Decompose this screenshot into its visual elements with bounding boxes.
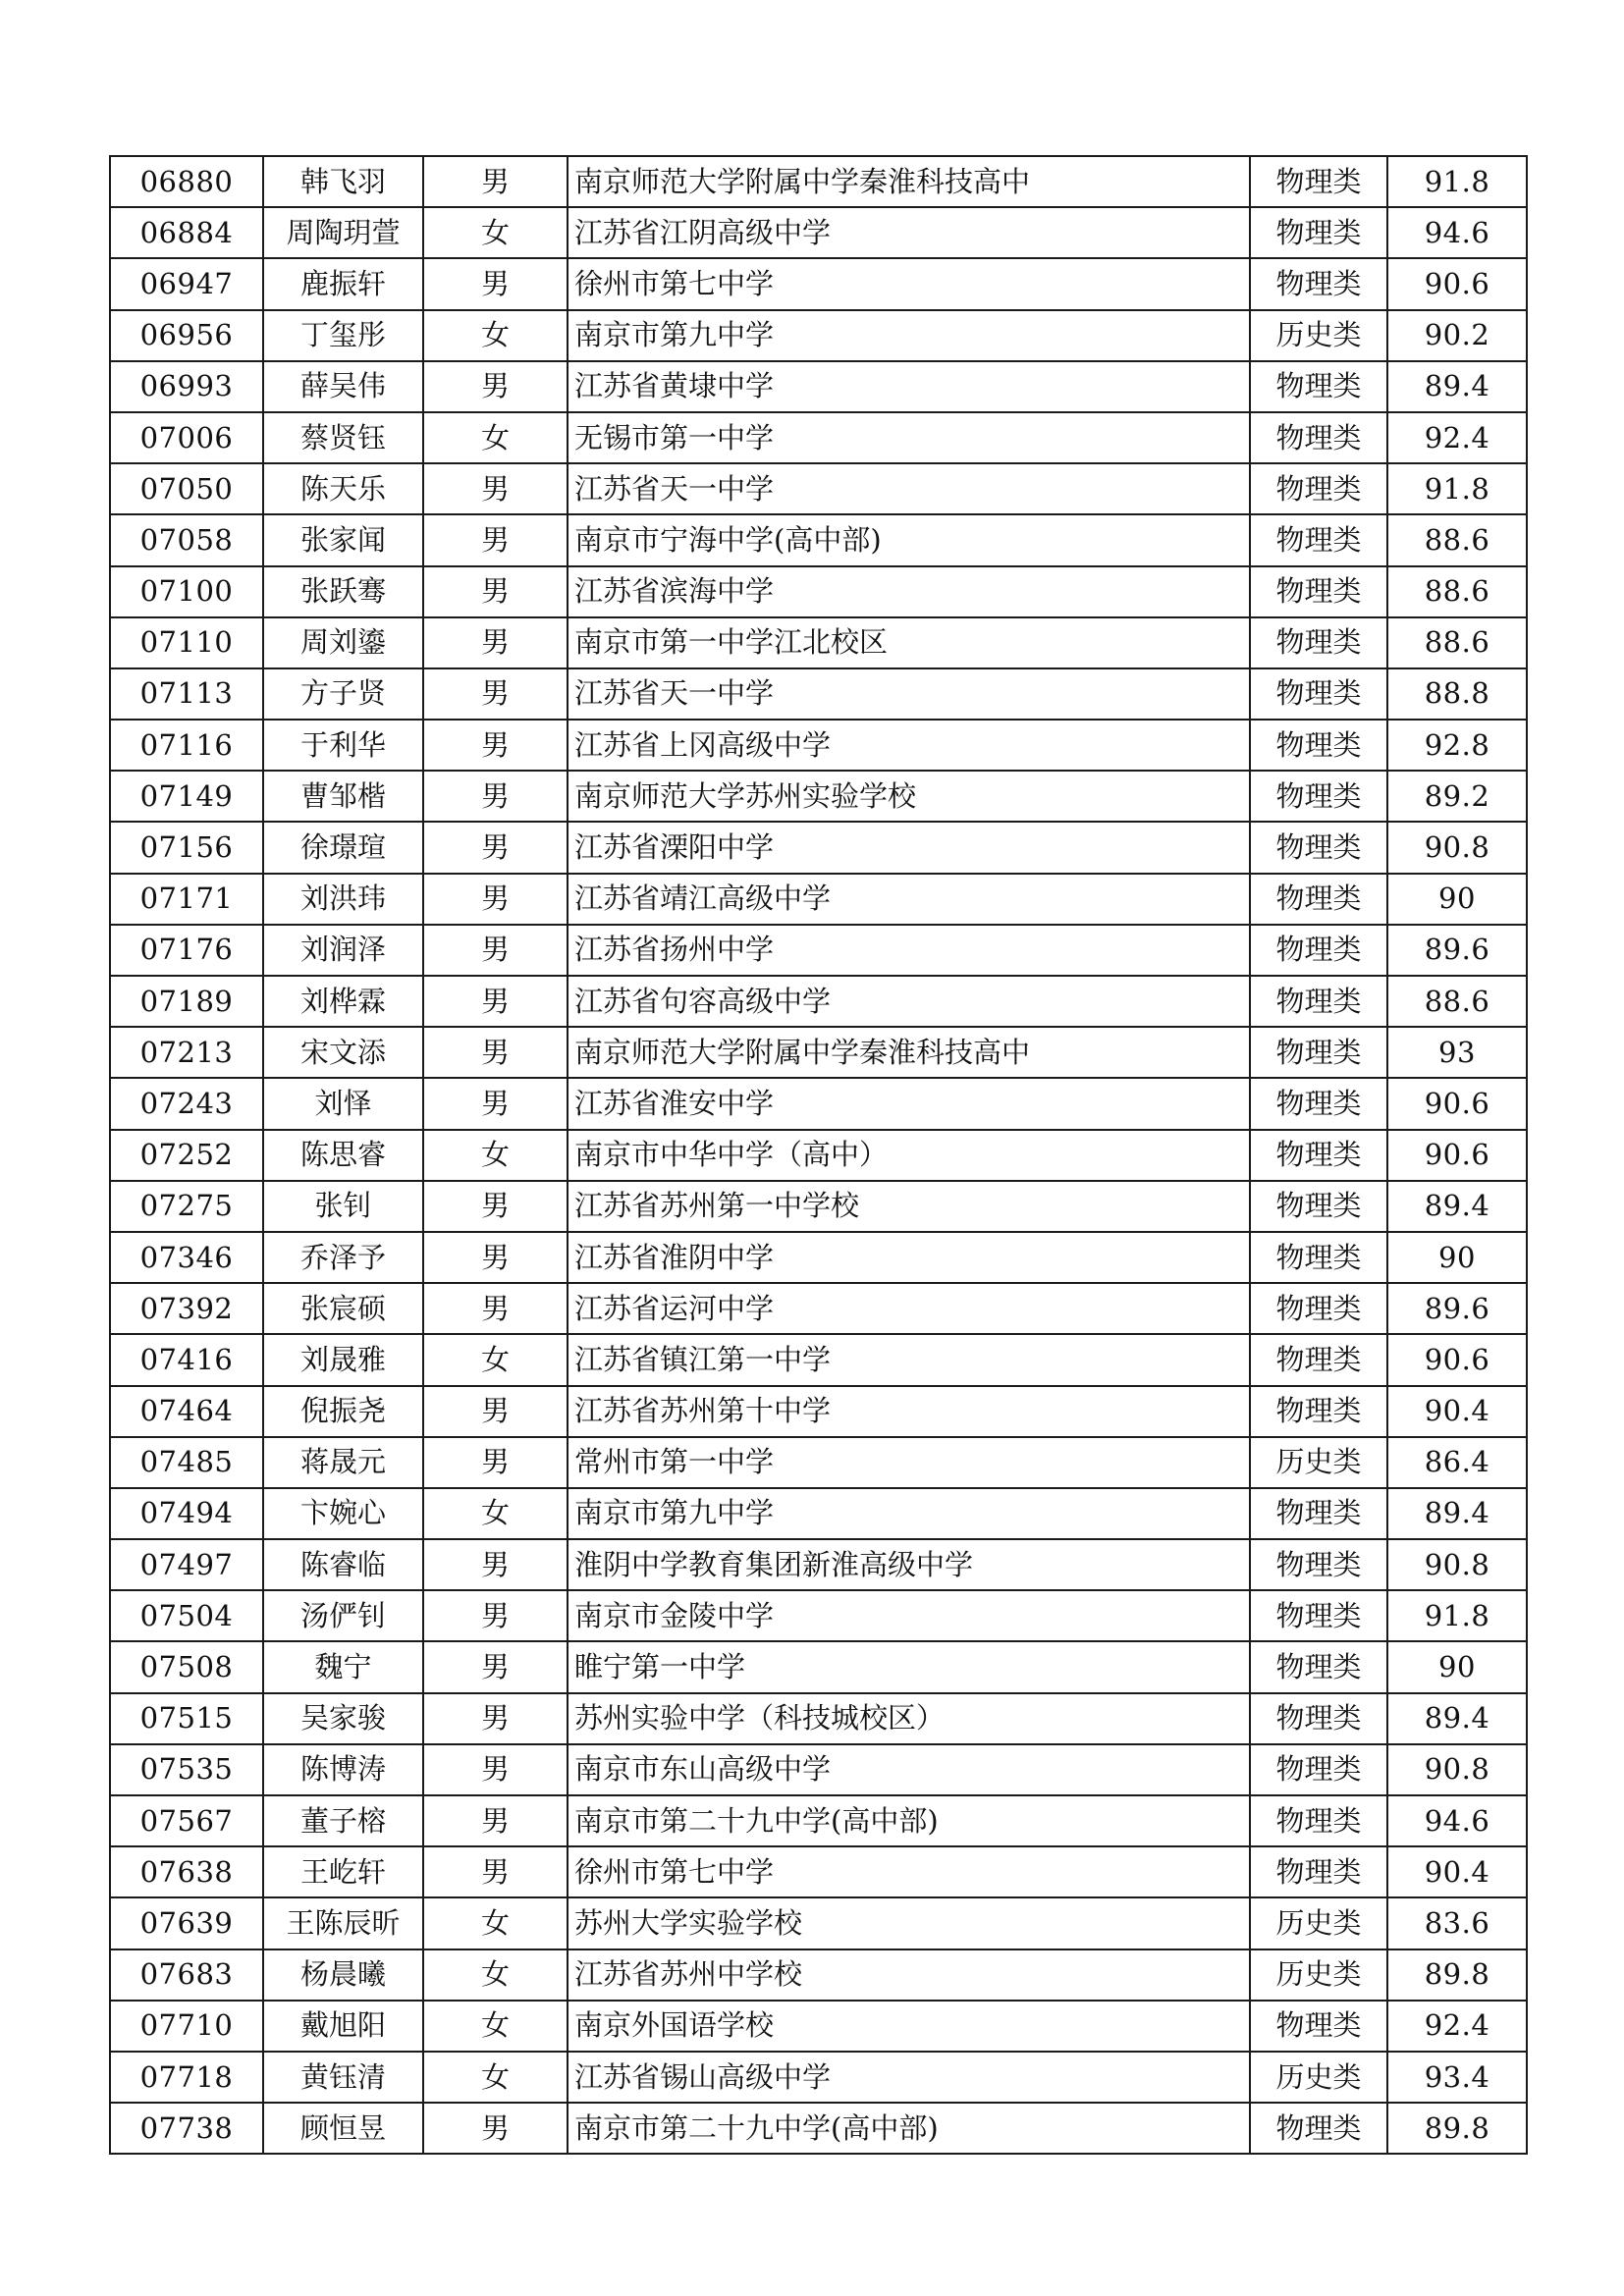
student-name-cell: 张宸硕	[263, 1283, 423, 1334]
score-cell: 86.4	[1387, 1437, 1527, 1488]
score-cell: 93.4	[1387, 2052, 1527, 2103]
score-cell: 88.6	[1387, 514, 1527, 565]
table-row	[110, 1744, 1527, 1795]
school-cell: 江苏省苏州第十中学	[568, 1386, 1250, 1437]
table-row	[110, 1846, 1527, 1897]
student-name-cell: 周刘鎏	[263, 617, 423, 668]
student-name-cell: 陈思睿	[263, 1130, 423, 1181]
gender-cell: 男	[423, 1027, 568, 1078]
gender-cell: 男	[423, 566, 568, 617]
table-row	[110, 463, 1527, 514]
school-cell: 江苏省运河中学	[568, 1283, 1250, 1334]
school-cell: 江苏省苏州中学校	[568, 1949, 1250, 2001]
score-cell: 90.6	[1387, 258, 1527, 309]
category-cell: 物理类	[1250, 1232, 1387, 1283]
gender-cell: 男	[423, 463, 568, 514]
gender-cell: 男	[423, 1693, 568, 1744]
table-row	[110, 1949, 1527, 2001]
category-cell: 历史类	[1250, 1897, 1387, 1949]
student-id-cell: 07189	[110, 976, 263, 1027]
gender-cell: 男	[423, 1590, 568, 1641]
student-id-cell: 07116	[110, 720, 263, 771]
student-name-cell: 刘怿	[263, 1078, 423, 1129]
student-name-cell: 刘润泽	[263, 925, 423, 976]
gender-cell: 女	[423, 1334, 568, 1385]
score-cell: 89.4	[1387, 1693, 1527, 1744]
student-id-cell: 07515	[110, 1693, 263, 1744]
table-row	[110, 1590, 1527, 1641]
gender-cell: 男	[423, 1181, 568, 1232]
gender-cell: 女	[423, 412, 568, 463]
gender-cell: 男	[423, 258, 568, 309]
category-cell: 物理类	[1250, 361, 1387, 412]
table-row	[110, 874, 1527, 925]
student-name-cell: 顾恒昱	[263, 2103, 423, 2154]
table-row	[110, 258, 1527, 309]
score-cell: 92.4	[1387, 412, 1527, 463]
table-row	[110, 1283, 1527, 1334]
student-id-cell: 07100	[110, 566, 263, 617]
student-id-cell: 07058	[110, 514, 263, 565]
student-name-cell: 王屹轩	[263, 1846, 423, 1897]
gender-cell: 男	[423, 771, 568, 822]
student-name-cell: 王陈辰昕	[263, 1897, 423, 1949]
category-cell: 物理类	[1250, 207, 1387, 258]
student-id-cell: 07156	[110, 822, 263, 873]
student-name-cell: 方子贤	[263, 668, 423, 720]
score-cell: 89.4	[1387, 361, 1527, 412]
score-cell: 92.4	[1387, 2001, 1527, 2052]
school-cell: 南京师范大学附属中学秦淮科技高中	[568, 156, 1250, 207]
student-id-cell: 06884	[110, 207, 263, 258]
category-cell: 历史类	[1250, 310, 1387, 361]
student-name-cell: 曹邹楷	[263, 771, 423, 822]
category-cell: 物理类	[1250, 1795, 1387, 1846]
school-cell: 南京市第一中学江北校区	[568, 617, 1250, 668]
score-cell: 89.6	[1387, 1283, 1527, 1334]
category-cell: 物理类	[1250, 1181, 1387, 1232]
table-row	[110, 617, 1527, 668]
score-cell: 89.4	[1387, 1181, 1527, 1232]
score-cell: 94.6	[1387, 1795, 1527, 1846]
student-name-cell: 张跃骞	[263, 566, 423, 617]
student-name-cell: 蔡贤钰	[263, 412, 423, 463]
school-cell: 江苏省上冈高级中学	[568, 720, 1250, 771]
school-cell: 徐州市第七中学	[568, 258, 1250, 309]
student-name-cell: 鹿振轩	[263, 258, 423, 309]
school-cell: 无锡市第一中学	[568, 412, 1250, 463]
table-row	[110, 1334, 1527, 1385]
gender-cell: 男	[423, 617, 568, 668]
category-cell: 历史类	[1250, 2052, 1387, 2103]
gender-cell: 男	[423, 668, 568, 720]
category-cell: 历史类	[1250, 1949, 1387, 2001]
score-cell: 90.8	[1387, 1539, 1527, 1590]
score-cell: 89.2	[1387, 771, 1527, 822]
score-cell: 90	[1387, 1232, 1527, 1283]
student-name-cell: 倪振尧	[263, 1386, 423, 1437]
gender-cell: 男	[423, 2103, 568, 2154]
score-cell: 89.4	[1387, 1488, 1527, 1539]
student-id-cell: 07113	[110, 668, 263, 720]
student-id-cell: 06880	[110, 156, 263, 207]
score-cell: 90.6	[1387, 1078, 1527, 1129]
category-cell: 物理类	[1250, 2103, 1387, 2154]
gender-cell: 男	[423, 822, 568, 873]
school-cell: 南京市第二十九中学(高中部)	[568, 1795, 1250, 1846]
gender-cell: 男	[423, 1641, 568, 1692]
score-cell: 91.8	[1387, 1590, 1527, 1641]
score-cell: 90.2	[1387, 310, 1527, 361]
table-row	[110, 976, 1527, 1027]
gender-cell: 男	[423, 874, 568, 925]
student-name-cell: 戴旭阳	[263, 2001, 423, 2052]
category-cell: 物理类	[1250, 258, 1387, 309]
table-row	[110, 2052, 1527, 2103]
gender-cell: 男	[423, 1539, 568, 1590]
table-row	[110, 514, 1527, 565]
student-id-cell: 07485	[110, 1437, 263, 1488]
category-cell: 物理类	[1250, 1488, 1387, 1539]
score-cell: 90	[1387, 874, 1527, 925]
score-cell: 88.8	[1387, 668, 1527, 720]
gender-cell: 男	[423, 361, 568, 412]
student-id-cell: 07639	[110, 1897, 263, 1949]
score-cell: 90.6	[1387, 1334, 1527, 1385]
student-name-cell: 杨晨曦	[263, 1949, 423, 2001]
gender-cell: 男	[423, 156, 568, 207]
score-cell: 93	[1387, 1027, 1527, 1078]
table-row	[110, 1795, 1527, 1846]
student-id-cell: 07504	[110, 1590, 263, 1641]
school-cell: 南京师范大学苏州实验学校	[568, 771, 1250, 822]
school-cell: 南京市金陵中学	[568, 1590, 1250, 1641]
category-cell: 物理类	[1250, 1334, 1387, 1385]
school-cell: 南京师范大学附属中学秦淮科技高中	[568, 1027, 1250, 1078]
school-cell: 淮阴中学教育集团新淮高级中学	[568, 1539, 1250, 1590]
gender-cell: 女	[423, 2052, 568, 2103]
school-cell: 江苏省镇江第一中学	[568, 1334, 1250, 1385]
student-id-cell: 07567	[110, 1795, 263, 1846]
table-row	[110, 2103, 1527, 2154]
category-cell: 物理类	[1250, 1641, 1387, 1692]
category-cell: 物理类	[1250, 822, 1387, 873]
category-cell: 物理类	[1250, 617, 1387, 668]
school-cell: 江苏省天一中学	[568, 668, 1250, 720]
student-id-cell: 07213	[110, 1027, 263, 1078]
student-name-cell: 陈睿临	[263, 1539, 423, 1590]
student-id-cell: 07252	[110, 1130, 263, 1181]
student-id-cell: 07638	[110, 1846, 263, 1897]
student-id-cell: 07738	[110, 2103, 263, 2154]
category-cell: 物理类	[1250, 720, 1387, 771]
score-cell: 90.6	[1387, 1130, 1527, 1181]
score-cell: 92.8	[1387, 720, 1527, 771]
student-id-cell: 06993	[110, 361, 263, 412]
table-row	[110, 1539, 1527, 1590]
category-cell: 物理类	[1250, 925, 1387, 976]
school-cell: 南京市第二十九中学(高中部)	[568, 2103, 1250, 2154]
category-cell: 物理类	[1250, 2001, 1387, 2052]
school-cell: 睢宁第一中学	[568, 1641, 1250, 1692]
student-name-cell: 黄钰清	[263, 2052, 423, 2103]
category-cell: 物理类	[1250, 1744, 1387, 1795]
school-cell: 南京市中华中学（高中）	[568, 1130, 1250, 1181]
school-cell: 苏州大学实验学校	[568, 1897, 1250, 1949]
gender-cell: 男	[423, 976, 568, 1027]
table-row	[110, 1641, 1527, 1692]
student-id-cell: 07392	[110, 1283, 263, 1334]
student-name-cell: 刘桦霖	[263, 976, 423, 1027]
school-cell: 南京市第九中学	[568, 310, 1250, 361]
category-cell: 物理类	[1250, 976, 1387, 1027]
student-id-cell: 07718	[110, 2052, 263, 2103]
student-name-cell: 徐璟瑄	[263, 822, 423, 873]
school-cell: 江苏省黄埭中学	[568, 361, 1250, 412]
student-name-cell: 张家闻	[263, 514, 423, 565]
category-cell: 物理类	[1250, 874, 1387, 925]
category-cell: 物理类	[1250, 1590, 1387, 1641]
table-row	[110, 1488, 1527, 1539]
table-row	[110, 2001, 1527, 2052]
school-cell: 常州市第一中学	[568, 1437, 1250, 1488]
category-cell: 物理类	[1250, 771, 1387, 822]
table-row	[110, 207, 1527, 258]
school-cell: 南京外国语学校	[568, 2001, 1250, 2052]
table-row	[110, 1130, 1527, 1181]
category-cell: 物理类	[1250, 514, 1387, 565]
score-cell: 90.8	[1387, 822, 1527, 873]
school-cell: 苏州实验中学（科技城校区）	[568, 1693, 1250, 1744]
student-name-cell: 汤俨钊	[263, 1590, 423, 1641]
student-roster-table	[109, 155, 1528, 2155]
table-row	[110, 412, 1527, 463]
student-id-cell: 07508	[110, 1641, 263, 1692]
table-row	[110, 1386, 1527, 1437]
table-row	[110, 925, 1527, 976]
school-cell: 江苏省天一中学	[568, 463, 1250, 514]
school-cell: 徐州市第七中学	[568, 1846, 1250, 1897]
score-cell: 90.4	[1387, 1846, 1527, 1897]
category-cell: 物理类	[1250, 1130, 1387, 1181]
student-name-cell: 乔泽予	[263, 1232, 423, 1283]
student-id-cell: 07683	[110, 1949, 263, 2001]
gender-cell: 男	[423, 1437, 568, 1488]
gender-cell: 男	[423, 1795, 568, 1846]
gender-cell: 女	[423, 1488, 568, 1539]
category-cell: 物理类	[1250, 1386, 1387, 1437]
table-row	[110, 771, 1527, 822]
school-cell: 江苏省靖江高级中学	[568, 874, 1250, 925]
score-cell: 89.6	[1387, 925, 1527, 976]
student-name-cell: 张钊	[263, 1181, 423, 1232]
student-name-cell: 卞婉心	[263, 1488, 423, 1539]
gender-cell: 男	[423, 1078, 568, 1129]
score-cell: 91.8	[1387, 156, 1527, 207]
score-cell: 91.8	[1387, 463, 1527, 514]
gender-cell: 男	[423, 514, 568, 565]
gender-cell: 女	[423, 1130, 568, 1181]
category-cell: 物理类	[1250, 1078, 1387, 1129]
school-cell: 江苏省淮安中学	[568, 1078, 1250, 1129]
score-cell: 88.6	[1387, 566, 1527, 617]
score-cell: 90.4	[1387, 1386, 1527, 1437]
table-row	[110, 361, 1527, 412]
gender-cell: 男	[423, 1232, 568, 1283]
roster-body	[110, 156, 1527, 2154]
student-name-cell: 蒋晟元	[263, 1437, 423, 1488]
school-cell: 南京市宁海中学(高中部)	[568, 514, 1250, 565]
student-id-cell: 07171	[110, 874, 263, 925]
score-cell: 88.6	[1387, 617, 1527, 668]
gender-cell: 男	[423, 1846, 568, 1897]
category-cell: 物理类	[1250, 668, 1387, 720]
gender-cell: 男	[423, 925, 568, 976]
student-name-cell: 韩飞羽	[263, 156, 423, 207]
gender-cell: 女	[423, 1949, 568, 2001]
student-id-cell: 07149	[110, 771, 263, 822]
student-id-cell: 07535	[110, 1744, 263, 1795]
student-id-cell: 07346	[110, 1232, 263, 1283]
table-row	[110, 822, 1527, 873]
student-id-cell: 07710	[110, 2001, 263, 2052]
school-cell: 江苏省苏州第一中学校	[568, 1181, 1250, 1232]
student-name-cell: 宋文添	[263, 1027, 423, 1078]
student-name-cell: 董子榕	[263, 1795, 423, 1846]
student-id-cell: 07275	[110, 1181, 263, 1232]
school-cell: 江苏省溧阳中学	[568, 822, 1250, 873]
category-cell: 物理类	[1250, 156, 1387, 207]
school-cell: 南京市东山高级中学	[568, 1744, 1250, 1795]
score-cell: 88.6	[1387, 976, 1527, 1027]
gender-cell: 女	[423, 207, 568, 258]
student-id-cell: 07176	[110, 925, 263, 976]
table-row	[110, 1232, 1527, 1283]
score-cell: 89.8	[1387, 1949, 1527, 2001]
gender-cell: 女	[423, 1897, 568, 1949]
school-cell: 江苏省锡山高级中学	[568, 2052, 1250, 2103]
student-name-cell: 周陶玥萱	[263, 207, 423, 258]
gender-cell: 男	[423, 1386, 568, 1437]
category-cell: 物理类	[1250, 463, 1387, 514]
score-cell: 90.8	[1387, 1744, 1527, 1795]
student-name-cell: 陈博涛	[263, 1744, 423, 1795]
table-row	[110, 1027, 1527, 1078]
category-cell: 物理类	[1250, 1027, 1387, 1078]
gender-cell: 女	[423, 2001, 568, 2052]
category-cell: 物理类	[1250, 412, 1387, 463]
student-name-cell: 丁玺彤	[263, 310, 423, 361]
score-cell: 94.6	[1387, 207, 1527, 258]
school-cell: 江苏省淮阴中学	[568, 1232, 1250, 1283]
table-row	[110, 1437, 1527, 1488]
student-id-cell: 07006	[110, 412, 263, 463]
score-cell: 83.6	[1387, 1897, 1527, 1949]
school-cell: 江苏省扬州中学	[568, 925, 1250, 976]
score-cell: 90	[1387, 1641, 1527, 1692]
category-cell: 物理类	[1250, 1846, 1387, 1897]
school-cell: 江苏省句容高级中学	[568, 976, 1250, 1027]
student-id-cell: 07243	[110, 1078, 263, 1129]
student-name-cell: 魏宁	[263, 1641, 423, 1692]
school-cell: 江苏省江阴高级中学	[568, 207, 1250, 258]
student-name-cell: 于利华	[263, 720, 423, 771]
table-row	[110, 1078, 1527, 1129]
table-row	[110, 720, 1527, 771]
gender-cell: 男	[423, 1744, 568, 1795]
category-cell: 物理类	[1250, 1693, 1387, 1744]
student-id-cell: 07497	[110, 1539, 263, 1590]
student-name-cell: 刘晟雅	[263, 1334, 423, 1385]
gender-cell: 男	[423, 720, 568, 771]
student-name-cell: 薛吴伟	[263, 361, 423, 412]
score-cell: 89.8	[1387, 2103, 1527, 2154]
gender-cell: 女	[423, 310, 568, 361]
gender-cell: 男	[423, 1283, 568, 1334]
student-id-cell: 07494	[110, 1488, 263, 1539]
student-name-cell: 吴家骏	[263, 1693, 423, 1744]
category-cell: 物理类	[1250, 1283, 1387, 1334]
student-name-cell: 刘洪玮	[263, 874, 423, 925]
student-id-cell: 07050	[110, 463, 263, 514]
table-row	[110, 310, 1527, 361]
student-id-cell: 06947	[110, 258, 263, 309]
student-name-cell: 陈天乐	[263, 463, 423, 514]
student-id-cell: 07416	[110, 1334, 263, 1385]
student-id-cell: 06956	[110, 310, 263, 361]
table-row	[110, 668, 1527, 720]
table-row	[110, 566, 1527, 617]
student-id-cell: 07110	[110, 617, 263, 668]
category-cell: 物理类	[1250, 1539, 1387, 1590]
table-row	[110, 156, 1527, 207]
table-row	[110, 1897, 1527, 1949]
school-cell: 南京市第九中学	[568, 1488, 1250, 1539]
category-cell: 历史类	[1250, 1437, 1387, 1488]
student-id-cell: 07464	[110, 1386, 263, 1437]
table-row	[110, 1181, 1527, 1232]
category-cell: 物理类	[1250, 566, 1387, 617]
table-row	[110, 1693, 1527, 1744]
school-cell: 江苏省滨海中学	[568, 566, 1250, 617]
